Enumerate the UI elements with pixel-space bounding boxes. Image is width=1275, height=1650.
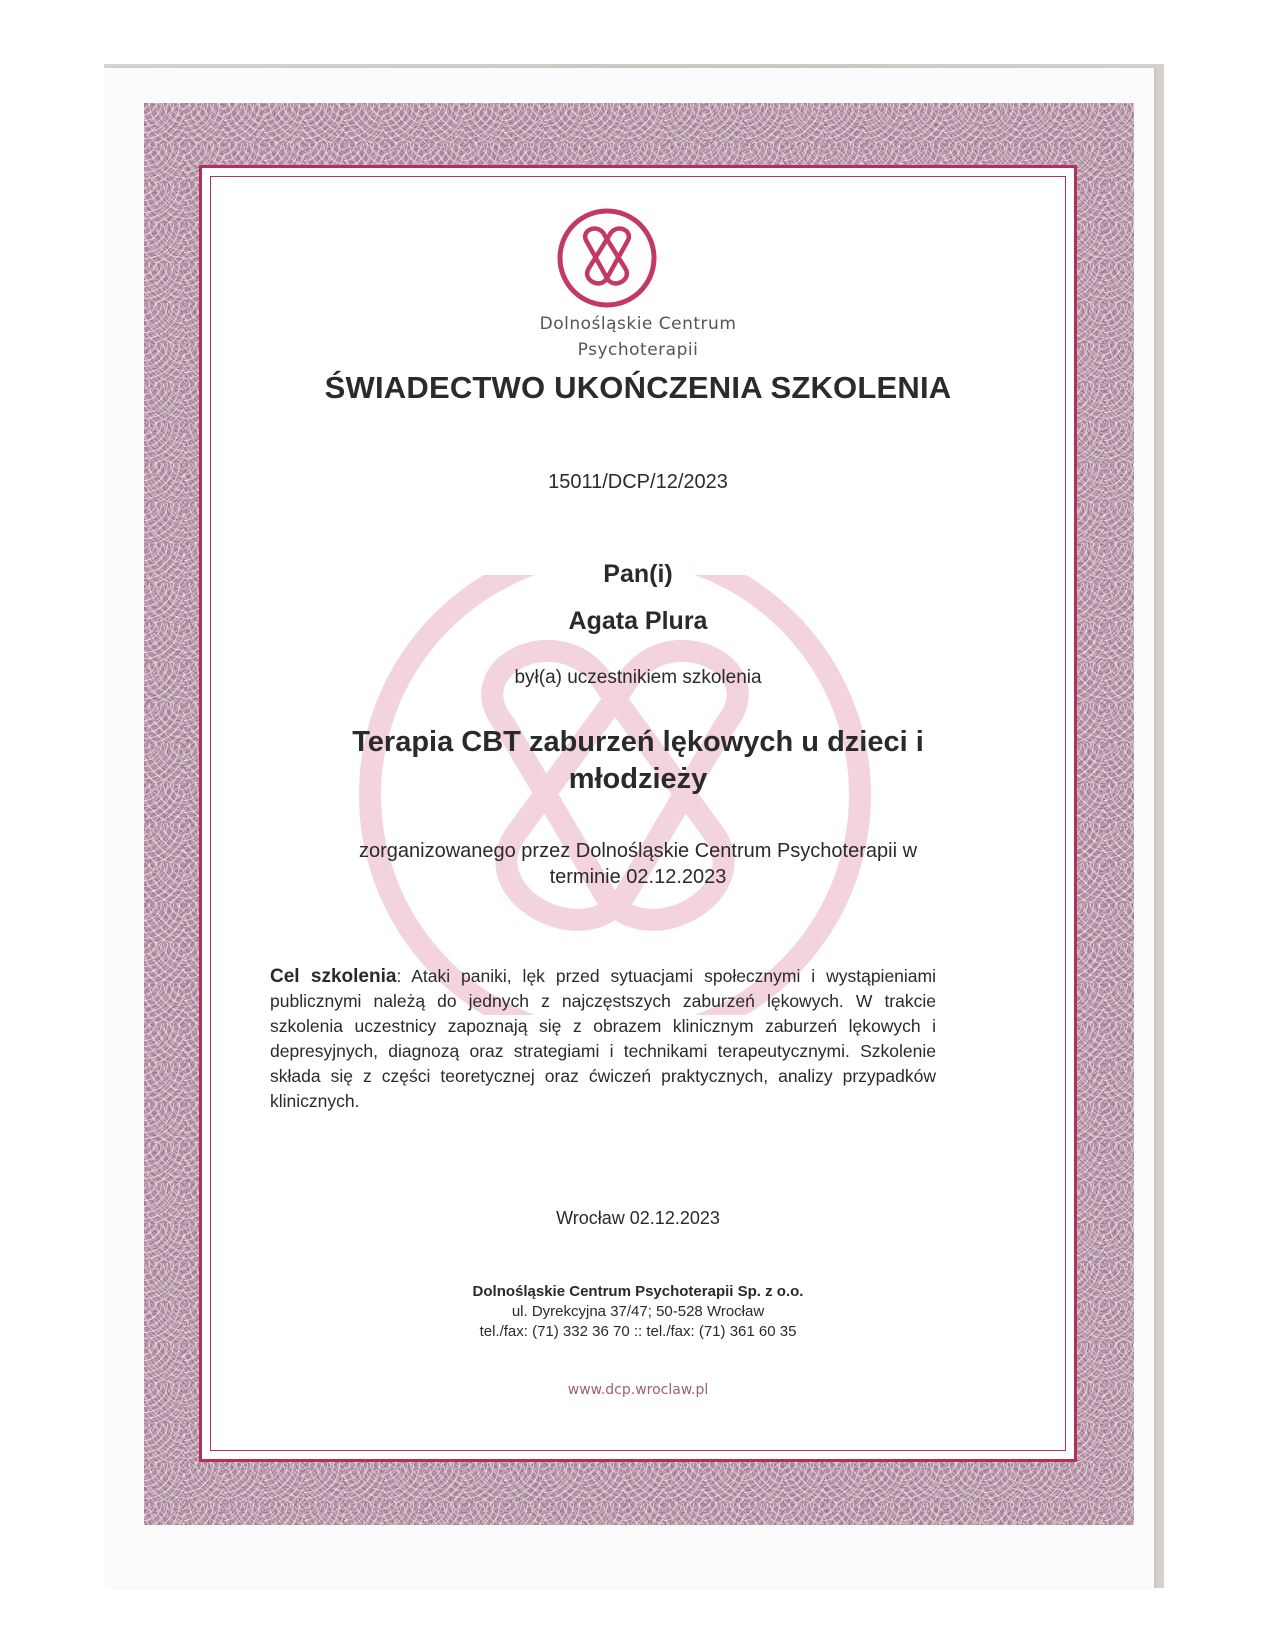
organization-name-line1: Dolnośląskie Centrum <box>539 314 737 334</box>
footer-company: Dolnośląskie Centrum Psychoterapii Sp. z o.o. <box>472 1283 804 1300</box>
certificate-number: 15011/DCP/12/2023 <box>548 471 728 493</box>
salutation: Pan(i) <box>603 560 673 588</box>
course-goal <box>270 964 936 1114</box>
recipient-name: Agata Plura <box>568 607 708 635</box>
organizer-line1: zorganizowanego przez Dolnośląskie Centrum Psychoterapii w <box>358 840 918 862</box>
course-goal-text: : Ataki paniki, lęk przed sytuacjami społecznymi i wystąpieniami publicznymi należą do jednych z najczęstszych zaburzeń lękowych. W trakcie szkolenia uczestnicy zapoznają się z obrazem klinicznym zaburzeń lękowych i depresyjnych, diagnozą oraz strategiami i technikami terapeutycznymi. Szkolenie składa się z części teoretycznej oraz ćwiczeń praktycznych, analizy przypadków klinicznych. <box>270 966 936 1111</box>
footer-address: ul. Dyrekcyjna 37/47; 50-528 Wrocław <box>511 1303 765 1320</box>
certificate-title: ŚWIADECTWO UKOŃCZENIA SZKOLENIA <box>324 370 952 405</box>
footer-phones: tel./fax: (71) 332 36 70 :: tel./fax: (71) 361 60 35 <box>479 1323 797 1340</box>
course-title-line1: Terapia CBT zaburzeń lękowych u dzieci i <box>352 726 924 758</box>
interlocking-hearts-icon <box>555 206 659 310</box>
course-goal-label: Cel szkolenia <box>270 966 397 987</box>
organizer-line2: terminie 02.12.2023 <box>549 866 727 888</box>
participant-text: był(a) uczestnikiem szkolenia <box>514 667 762 688</box>
website-url: www.dcp.wroclaw.pl <box>567 1382 709 1398</box>
place-date: Wrocław 02.12.2023 <box>556 1208 720 1228</box>
course-title-line2: młodzieży <box>568 763 708 795</box>
organization-name-line2: Psychoterapii <box>577 340 699 360</box>
